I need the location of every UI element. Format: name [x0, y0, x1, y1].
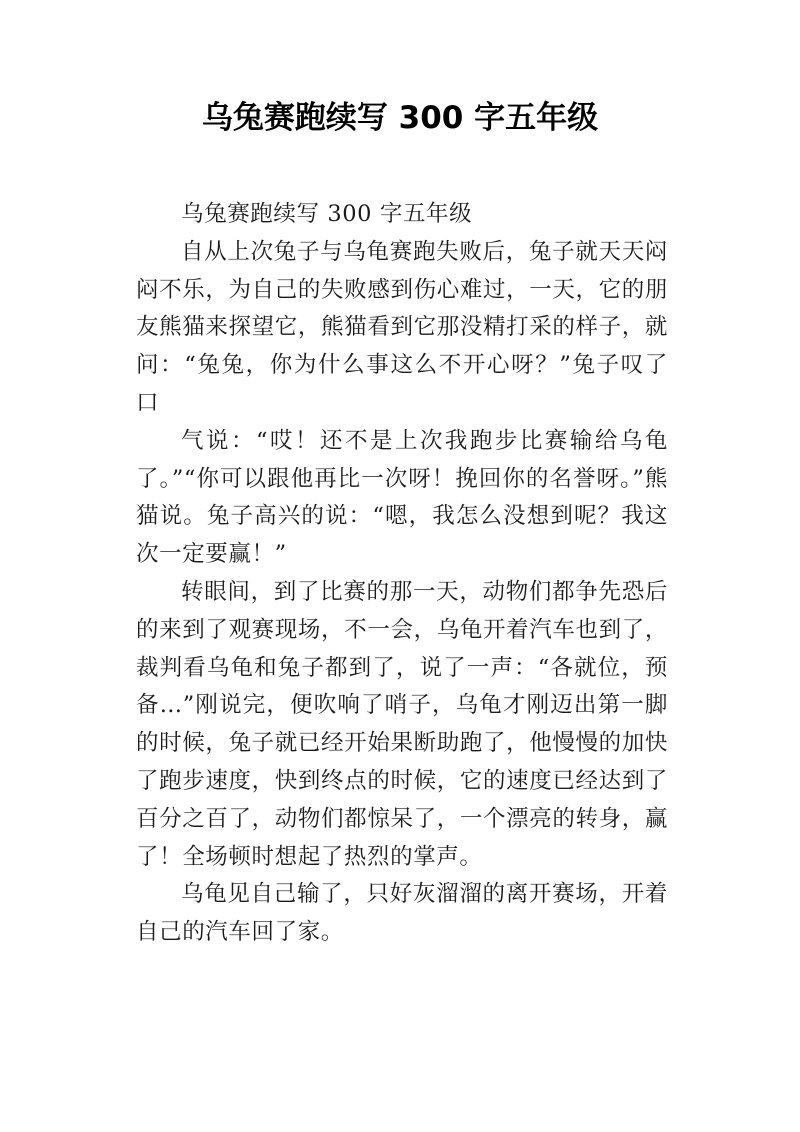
- paragraph-subtitle: 乌兔赛跑续写 300 字五年级: [181, 201, 473, 227]
- page-title: 乌兔赛跑续写 300 字五年级: [201, 100, 599, 136]
- paragraph: 自从上次兔子与乌龟赛跑失败后，兔子就天天闷闷不乐，为自己的失败感到伤心难过，一天，它的朋友熊猫来探望它，熊猫看到它那没精打采的样子，就问：“兔兔，你为什么事这么不开心呀？”兔子叹了口: [136, 238, 668, 416]
- paragraph: 气说：“哎！还不是上次我跑步比赛输给乌龟了。”“你可以跟他再比一次呀！挽回你的名誉呀。”熊猫说。兔子高兴的说：“嗯，我怎么没想到呢？我这次一定要赢！”: [136, 427, 668, 568]
- article-body: [136, 196, 668, 952]
- paragraph: 乌龟见自己输了，只好灰溜溜的离开赛场，开着自己的汽车回了家。: [136, 881, 668, 946]
- paragraph: 转眼间，到了比赛的那一天，动物们都争先恐后的来到了观赛现场，不一会，乌龟开着汽车也到了，裁判看乌龟和兔子都到了，说了一声：“各就位，预备…”刚说完，便吹响了哨子，乌龟才刚迈出第一脚的时候，兔子就已经开始果断助跑了，他慢慢的加快了跑步速度，快到终点的时候，它的速度已经达到了百分之百了，动物们都惊呆了，一个漂亮的转身，赢了！全场顿时想起了热烈的掌声。: [136, 578, 668, 870]
